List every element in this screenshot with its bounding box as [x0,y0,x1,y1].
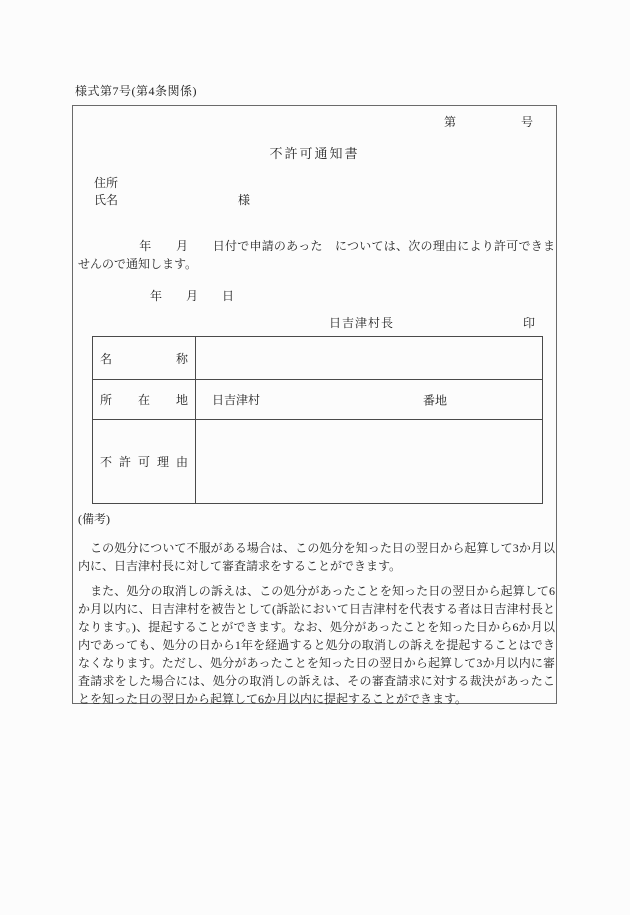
remarks-heading: (備考) [78,512,110,526]
row-label-reason: 不許可理由 [93,420,196,504]
row-label-name: 名称 [93,337,196,380]
form-number-label: 様式第7号(第4条関係) [75,84,197,98]
remarks-paragraph-1: この処分について不服がある場合は、この処分を知った日の翌日から起算して3か月以内に、日吉津村長に対して審査請求をすることができます。 [78,541,555,573]
document-number-suffix: 号 [521,115,534,129]
remarks-paragraph-2: また、処分の取消しの訴えは、この処分があったことを知った日の翌日から起算して6か月以内に、日吉津村を被告として(訴訟において日吉津村を代表する者は日吉津村長となります。)、提起することができます。なお、処分があったことを知った日から6か月以内であっても、処分の日から1年を経過すると処分の取消しの訴えを提起することはできなくなります。ただし、処分があったことを知った日の翌日から起算して3か月以内に審査請求をした場合には、処分の取消しの訴えは、その審査請求に対する裁決があったことを知った日の翌日から起算して6か月以内に提起することができます。 [78,584,555,706]
name-label: 氏名 [94,193,119,207]
name-row [94,191,250,208]
row-label-location: 所在地 [93,380,196,420]
row-value-reason [196,420,543,504]
issue-date-line: 年 月 日 [78,289,235,303]
info-table [92,336,543,504]
address-label: 住所 [94,176,119,190]
notice-box [72,105,557,704]
location-prefix: 日吉津村 [212,393,261,407]
issuer-row [73,314,556,332]
honorific-label: 様 [238,193,251,207]
row-value-name [196,337,543,380]
table-row-name [93,337,543,380]
row-value-location [196,380,543,420]
location-suffix: 番地 [423,393,448,407]
table-row-reason [93,420,543,504]
table-row-location [93,380,543,420]
document-number [444,113,533,130]
seal-mark: 印 [523,316,536,330]
document-title: 不許可通知書 [269,146,360,161]
issuer-name: 日吉津村長 [329,316,395,330]
notification-body-text: 年 月 日付で申請のあった については、次の理由により許可できませんので通知します。 [78,239,555,271]
document-number-prefix: 第 [444,115,457,129]
